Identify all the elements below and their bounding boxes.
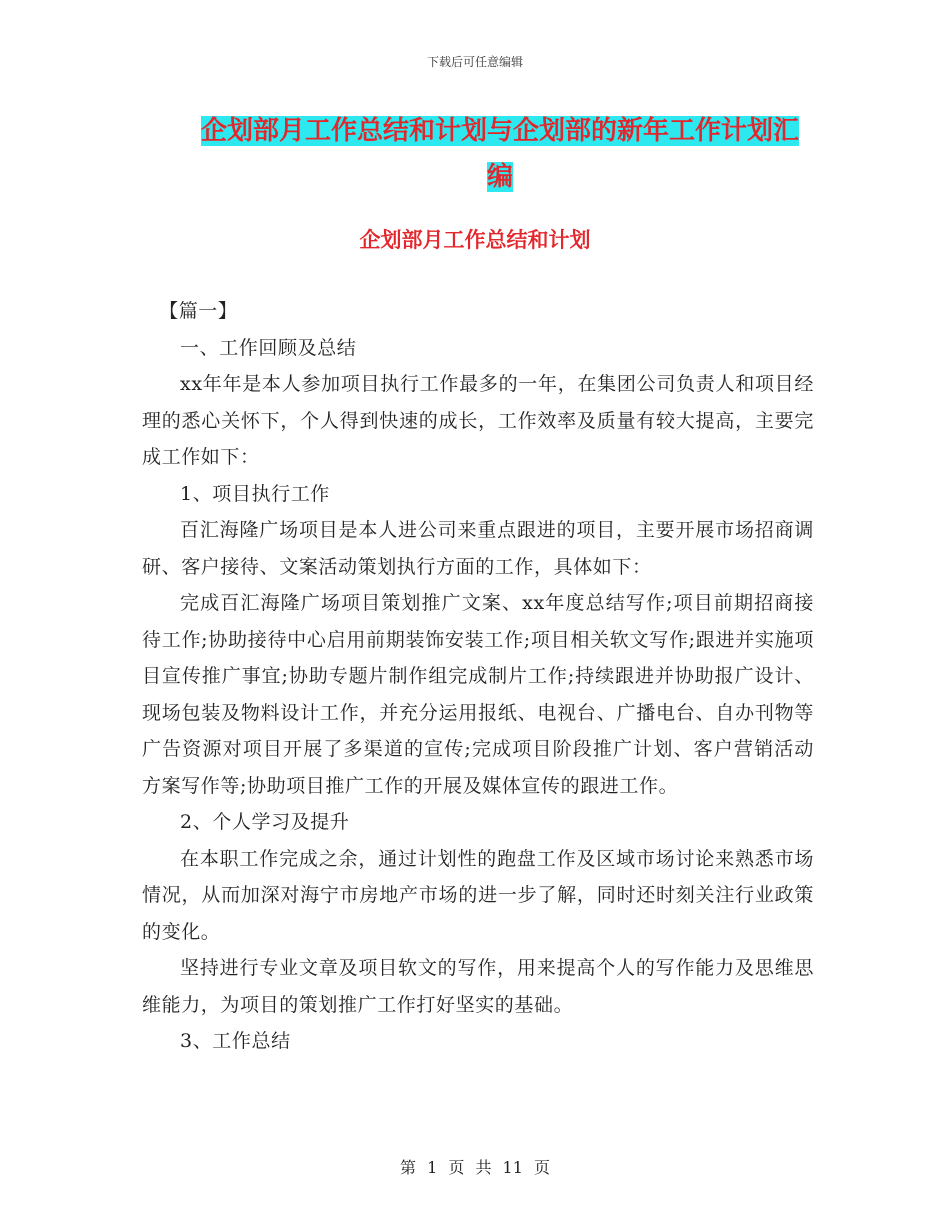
document-body [142, 293, 814, 1060]
paragraph-writing-practice: 坚持进行专业文章及项目软文的写作，用来提高个人的写作能力及思维思维能力，为项目的策划推广工作打好坚实的基础。 [142, 957, 814, 1016]
part-heading: 【篇一】 [159, 300, 238, 322]
paragraph-market-study: 在本职工作完成之余，通过计划性的跑盘工作及区域市场讨论来熟悉市场情况，从而加深对海宁市房地产市场的进一步了解，同时还时刻关注行业政策的变化。 [142, 847, 814, 943]
section-title: 企划部月工作总结和计划 [359, 228, 591, 252]
document-title-text: 企划部月工作总结和计划与企划部的新年工作计划汇编 [200, 116, 799, 192]
heading-review-summary: 一、工作回顾及总结 [180, 336, 357, 359]
paragraph-intro: xx年年是本人参加项目执行工作最多的一年，在集团公司负责人和项目经理的悉心关怀下，个人得到快速的成长，工作效率及质量有较大提高，主要完成工作如下： [142, 373, 814, 468]
paragraph-project-overview: 百汇海隆广场项目是本人进公司来重点跟进的项目，主要开展市场招商调研、客户接待、文案活动策划执行方面的工作，具体如下： [142, 519, 814, 578]
header-note: 下载后可任意编辑 [426, 55, 523, 69]
page-number: 第 1 页 共 11 页 [400, 1158, 550, 1177]
document-title [190, 108, 810, 200]
heading-project-execution: 1、项目执行工作 [180, 482, 330, 505]
paragraph-project-details: 完成百汇海隆广场项目策划推广文案、xx年度总结写作;项目前期招商接待工作;协助接待中心启用前期装饰安装工作;项目相关软文写作;跟进并实施项目宣传推广事宜;协助专题片制作组完成制片工作;持续跟进并协助报广设计、现场包装及物料设计工作，并充分运用报纸、电视台、广播电台、自办刊物等广告资源对项目开展了多渠道的宣传;完成项目阶段推广计划、客户营销活动方案写作等;协助项目推广工作的开展及媒体宣传的跟进工作。 [142, 592, 814, 797]
heading-personal-study: 2、个人学习及提升 [180, 811, 350, 833]
heading-work-summary: 3、工作总结 [180, 1030, 291, 1052]
